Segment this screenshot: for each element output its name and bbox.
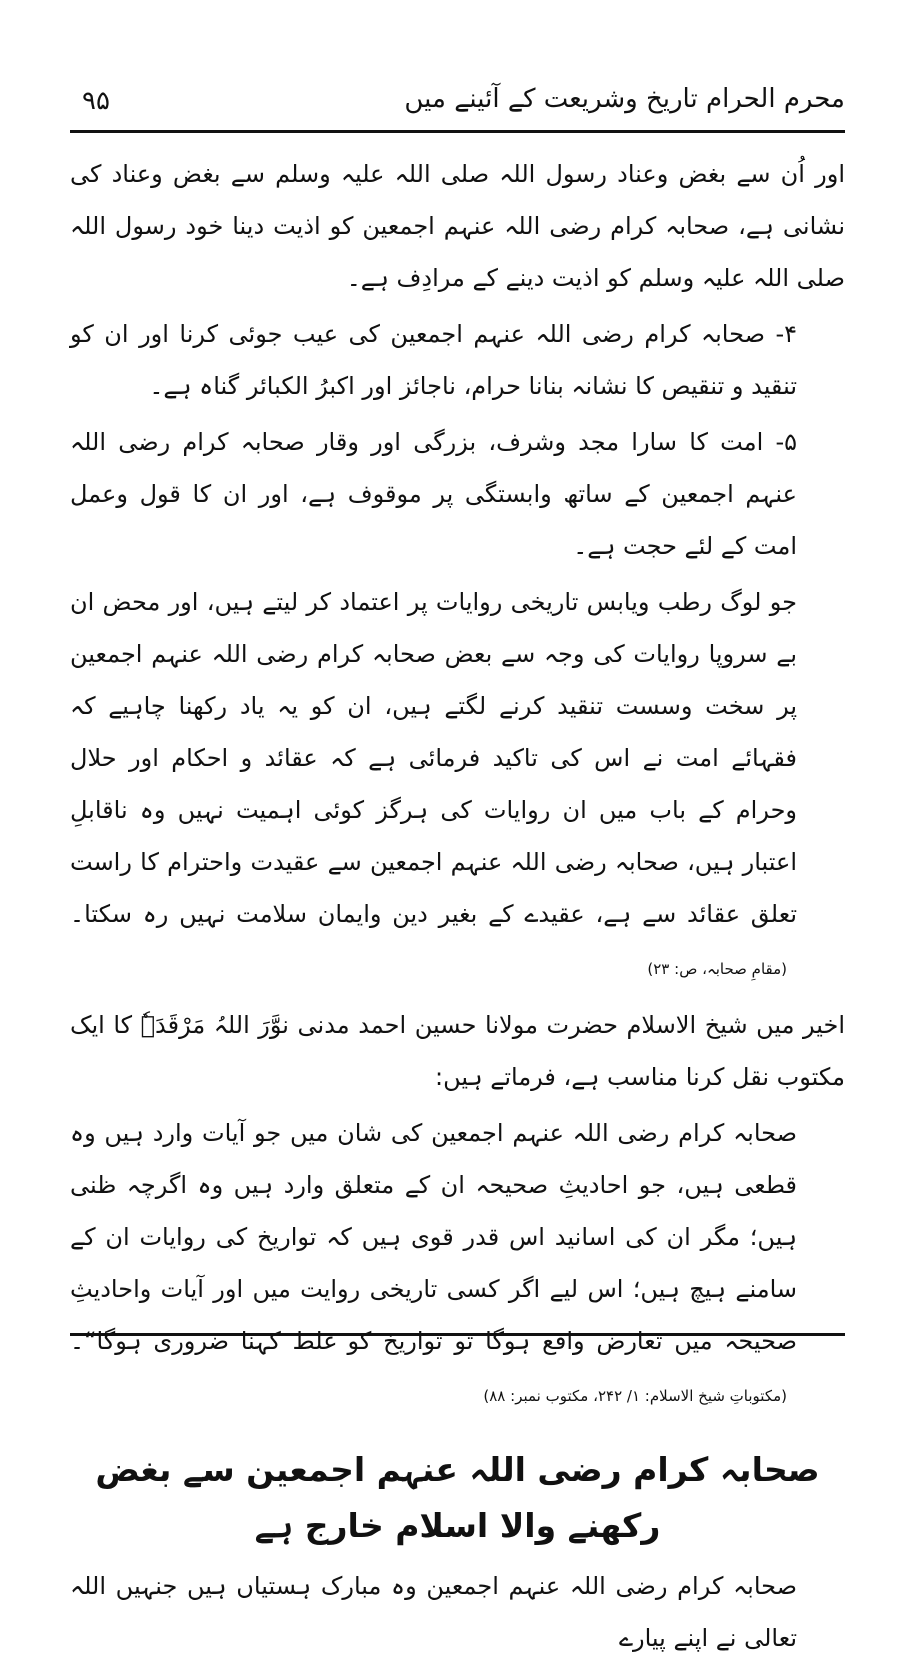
quotation — [70, 1107, 845, 1422]
reference: (مکتوباتِ شیخ الاسلام: ۱/ ۲۴۲، مکتوب نمبر: ۸۸) — [483, 1387, 787, 1405]
reference: (مقامِ صحابہ، ص: ۲۳) — [647, 960, 787, 978]
paragraph: صحابہ کرام رضی اللہ عنہم اجمعین وہ مبارک ہستیاں ہیں جنہیں اللہ تعالی نے اپنے پیارے — [70, 1572, 797, 1652]
quotation-text: صحابہ کرام رضی اللہ عنہم اجمعین کی شان میں جو آیات وارد ہیں وہ قطعی ہیں، جو احادیثِ صحیحہ ان کے متعلق وارد ہیں وہ اگرچہ ظنی ہیں؛ مگر ان کی اسانید اس قدر قوی ہیں کہ تواریخ کی روایات ان کے سامنے ہیچ ہیں؛ اس لیے اگر کسی تاریخی روایت میں اور آیات واحادیثِ صحیحہ میں تعارض واقع ہوگا تو تواریخ کو غلط کہنا ضروری ہوگا“۔ — [70, 1119, 797, 1355]
paragraph: اخیر میں شیخ الاسلام حضرت مولانا حسین احمد مدنی نوَّرَ اللہُ مَرْقَدَہٗ کا ایک مکتوب نقل کرنا مناسب ہے، فرماتے ہیں: — [70, 1011, 845, 1091]
running-title: محرم الحرام تاریخ وشریعت کے آئینے میں — [404, 84, 845, 114]
footer-rule — [70, 1333, 845, 1336]
page-number: ۹۵ — [82, 86, 110, 116]
paragraph: اور اُن سے بغض وعناد رسول اللہ صلی اللہ علیہ وسلم سے بغض وعناد کی نشانی ہے، صحابہ کرام رضی اللہ عنہم اجمعین کو اذیت دینا خود رسول اللہ صلی اللہ علیہ وسلم کو اذیت دینے کے مرادِف ہے۔ — [70, 160, 845, 292]
section-heading: صحابہ کرام رضی اللہ عنہم اجمعین سے بغض رکھنے والا اسلام خارج ہے — [95, 1450, 820, 1545]
paragraph: ۵- امت کا سارا مجد وشرف، بزرگی اور وقار صحابہ کرام رضی اللہ عنہم اجمعین کے ساتھ وابستگی پر موقوف ہے، اور ان کا قول وعمل امت کے لئے حجت ہے۔ — [70, 428, 797, 560]
paragraph: ۴- صحابہ کرام رضی اللہ عنہم اجمعین کی عیب جوئی کرنا اور ان کو تنقید و تنقیص کا نشانہ بنانا حرام، ناجائز اور اکبرُ الکبائر گناہ ہے۔ — [70, 320, 797, 400]
page-body — [70, 148, 845, 1668]
header-rule — [70, 130, 845, 133]
paragraph-text: جو لوگ رطب ویابس تاریخی روایات پر اعتماد کر لیتے ہیں، اور محض ان بے سروپا روایات کی وجہ سے بعض صحابہ کرام رضی اللہ عنہم اجمعین پر سخت وسست تنقید کرنے لگتے ہیں، ان کو یہ یاد رکھنا چاہیے کہ فقہائے امت نے اس کی تاکید فرمائی ہے کہ عقائد و احکام اور حلال وحرام کے باب میں ان روایات کی ہرگز کوئی اہمیت نہیں وہ ناقابلِ اعتبار ہیں، صحابہ رضی اللہ عنہم اجمعین سے عقیدت واحترام کا راست تعلق عقائد سے ہے، عقیدے کے بغیر دین وایمان سلامت نہیں رہ سکتا۔ — [70, 588, 797, 928]
page-header — [70, 78, 845, 128]
paragraph — [70, 576, 845, 995]
